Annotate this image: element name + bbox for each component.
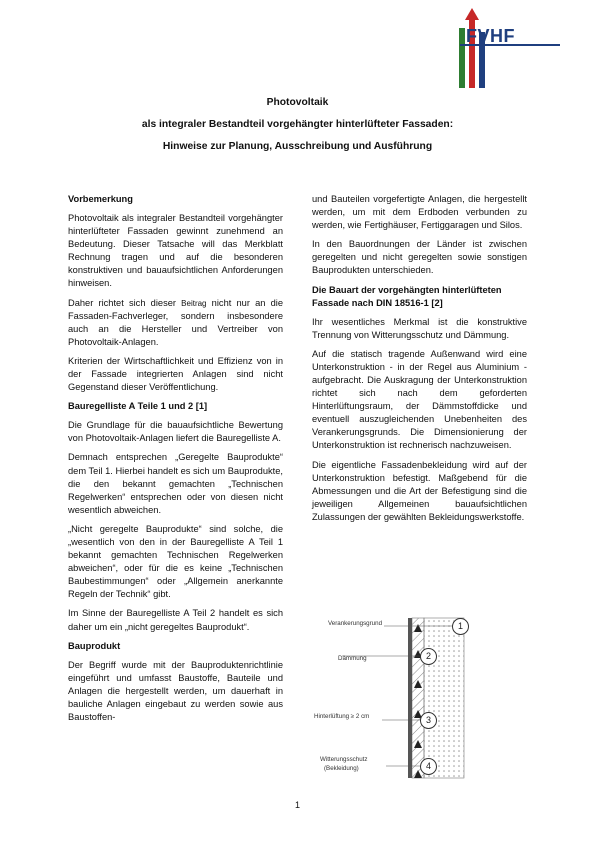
logo-arrow-red <box>465 8 479 20</box>
right-column <box>312 193 527 530</box>
label-bekleidung: (Bekleidung) <box>324 765 359 772</box>
insulation-layer <box>412 618 424 778</box>
anchor-base-layer <box>424 618 464 778</box>
label-verankerungsgrund: Verankerungsgrund <box>328 620 383 627</box>
label-hinterlueftung: Hinterlüftung ≥ 2 cm <box>314 713 370 720</box>
heading-bauprodukt: Bauprodukt <box>68 640 121 651</box>
paragraph: Photovoltaik als integraler Bestandteil vorgehängter hinterlüfteter Fassaden gewinnt zunehmend an Bedeutung. Dieser Tatsache will das Merkblatt Rechnung tragen und auf die besonderen konstruktiven und bauaufsichtlichen Anforderungen hinweisen. <box>68 213 283 289</box>
paragraph: Die eigentliche Fassadenbekleidung wird auf der Unterkonstruktion befestigt. Maßgebend für die Abmessungen und die Art der Befestigung sind die jeweiligen Allgemeinen bauaufsichtlichen Zulassungen der gewählten Bekleidungswerkstoffe. <box>312 459 527 522</box>
label-witterungsschutz: Witterungsschutz <box>320 756 368 763</box>
title-line-1: Photovoltaik <box>266 97 329 108</box>
figure-number-3: 3 <box>420 712 437 729</box>
paragraph: In den Bauordnungen der Länder ist zwischen geregelten und nicht geregelten sowie sonstigen Bauprodukten unterschieden. <box>312 239 527 276</box>
text: Daher richtet sich dieser <box>68 297 182 308</box>
paragraph: Auf die statisch tragende Außenwand wird eine Unterkonstruktion - in der Regel aus Aluminium - aufgebracht. Die Auskragung der Unterkonstruktion richtet sich nach dem geforderten Hinterlüftungsraum, der Dämmstoffdicke und eventuell auszugleichenden Unebenheiten des Verankerungsgrunds. Die Dimensionierung der Unterkonstruktion ist rechnerisch nachzuweisen. <box>312 348 527 451</box>
heading-bauart: Die Bauart der vorgehängten hinterlüfteten Fassade nach DIN 18516-1 [2] <box>312 284 502 308</box>
page-number: 1 <box>294 800 300 810</box>
paragraph: Im Sinne der Bauregelliste A Teil 2 handelt es sich daher um ein „nicht geregeltes Bauprodukt“. <box>68 608 283 632</box>
paragraph: Kriterien der Wirtschaftlichkeit und Effizienz von in der Fassade integrierten Anlagen sind nicht Gegenstand dieser Veröffentlichung. <box>68 355 283 393</box>
left-column <box>68 193 283 730</box>
paragraph: Die Grundlage für die bauaufsichtliche Bewertung von Photovoltaik-Anlagen liefert die Bauregelliste A. <box>68 420 283 444</box>
figure-number-1: 1 <box>452 618 469 635</box>
paragraph: Demnach entsprechen „Geregelte Bauprodukte“ dem Teil 1. Hierbei handelt es sich um Bauprodukte, die den bekannt gemachten „Technischen Regelwerken“ entsprechen oder von diesen nicht wesentlich abweichen. <box>68 452 283 515</box>
facade-section-figure <box>312 614 472 782</box>
logo-text: FVHF <box>466 26 515 46</box>
heading-vorbemerkung: Vorbemerkung <box>68 194 133 204</box>
document-title-block <box>40 92 555 158</box>
label-daemmung: Dämmung <box>338 655 367 662</box>
figure-number-2: 2 <box>420 648 437 665</box>
figure-number-4: 4 <box>420 758 437 775</box>
heading-bauregelliste: Bauregelliste A Teile 1 und 2 [1] <box>68 401 208 412</box>
logo-bar-green <box>459 28 465 88</box>
cladding-layer <box>408 618 412 778</box>
paragraph: „Nicht geregelte Bauprodukte“ sind solche, die „wesentlich von den in der Bauregelliste A Teil 1 bekannt gemachten Technischen Regelwerken abweichen“, oder für die es keine „Technischen Baubestimmungen“ oder „Allgemein anerkannte Regeln der Technik“ gibt. <box>68 523 283 600</box>
title-line-2: als integraler Bestandteil vorgehängter hinterlüfteter Fassaden: <box>141 119 454 130</box>
paragraph: Ihr wesentliches Merkmal ist die konstruktive Trennung von Witterungsschutz und Dämmung. <box>312 316 527 340</box>
text: nicht nur an die Fassaden-Fachverleger, sondern insbesondere auch an die Hersteller und Vertreiber von Photovoltaik-Anlagen. <box>68 297 283 347</box>
text-small: Beitrag <box>181 298 207 308</box>
paragraph: Der Begriff wurde mit der Bauproduktenrichtlinie eingeführt und umfasst Baustoffe, Bauteile und Anlagen die hergestellt werden, um dauerhaft in bauliche Anlagen eingebaut zu werden sowie aus Baustoffen- <box>68 659 283 722</box>
fvhf-logo <box>452 8 562 88</box>
paragraph: und Bauteilen vorgefertigte Anlagen, die hergestellt werden, um mit dem Erdboden verbunden zu werden, wie Fertighäuser, Fertiggaragen und Silos. <box>312 194 527 231</box>
title-line-3: Hinweise zur Planung, Ausschreibung und Ausführung <box>162 141 433 152</box>
paragraph <box>68 297 283 349</box>
